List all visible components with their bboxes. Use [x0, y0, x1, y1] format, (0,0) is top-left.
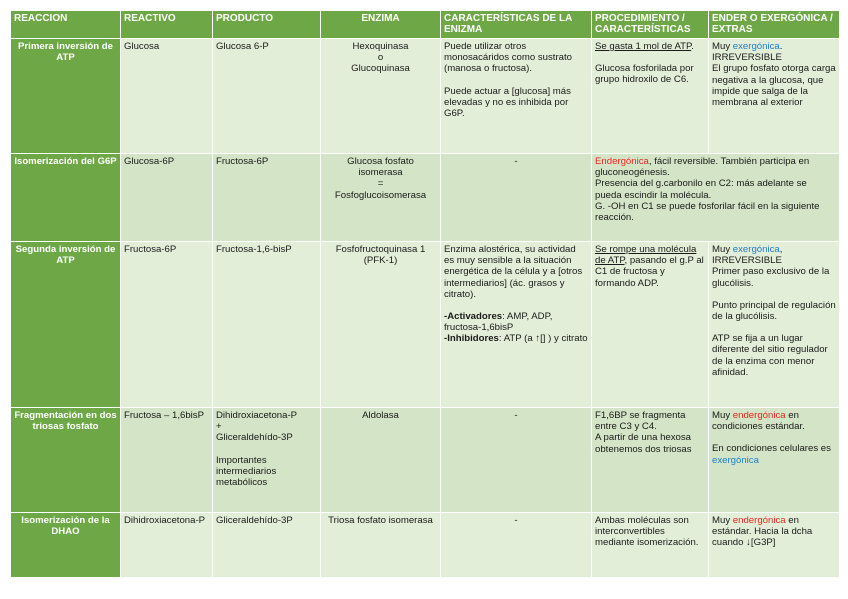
header-endergonica: ENDER O EXERGÓNICA / EXTRAS — [709, 11, 840, 39]
product-cell: Fructosa-6P — [213, 154, 321, 242]
energy-prefix: Muy — [712, 515, 733, 526]
merged-extras-cell — [592, 154, 840, 242]
enzyme-name: Glucoquinasa — [351, 63, 410, 75]
energy-text — [712, 41, 836, 52]
enzyme-characteristics-cell: - — [441, 154, 592, 242]
energy-text — [595, 156, 836, 178]
table-row — [11, 408, 840, 513]
reactant-cell: Glucosa — [121, 39, 213, 154]
extra-text: Primer paso exclusivo de la glucólisis. — [712, 266, 830, 289]
enzyme-characteristics-cell: - — [441, 408, 592, 513]
extra-text: Punto principal de regulación de la glucólisis. — [712, 299, 836, 323]
table-row — [11, 242, 840, 408]
procedure-text: F1,6BP se fragmenta entre C3 y C4. — [595, 410, 686, 433]
characteristic-text: Puede utilizar otros monosacáridos como sustrato (manosa o fructosa). — [444, 41, 572, 75]
energy-prefix: En condiciones celulares es — [712, 443, 831, 455]
extra-text: G. -OH en C1 se puede fosforilar fácil en la siguiente reacción. — [595, 200, 820, 224]
characteristic-text: Puede actuar a [glucosa] más elevadas y no es inhibida por G6P. — [444, 85, 571, 120]
header-row — [11, 11, 840, 39]
energy-prefix: Muy — [712, 410, 733, 421]
enzyme-name: Glucosa fosfato isomerasa — [347, 156, 414, 179]
activators-text — [444, 311, 588, 333]
extra-text: , fácil reversible. También participa en gluconeogénesis. — [595, 156, 810, 179]
procedure-text: Glucosa fosforilada por grupo hidroxilo de C6. — [595, 63, 694, 86]
product-name: Gliceraldehído-3P — [216, 432, 293, 444]
inhibitors-text — [444, 333, 588, 344]
enzyme-connector: o — [377, 52, 384, 64]
header-caracteristicas-enzima: CARACTERÍSTICAS DE LA ENIZMA — [441, 11, 592, 39]
activators-list: : AMP, ADP, fructosa-1,6bisP — [444, 311, 553, 334]
procedure-text — [595, 41, 705, 52]
procedure-cell — [592, 408, 709, 513]
activators-label: -Activadores — [444, 311, 503, 323]
exergonic-label: exergónica — [732, 41, 780, 52]
table-row — [11, 154, 840, 242]
characteristic-text: Enzima alostérica, su actividad es muy sensible a la situación energética de la célula y a [otros intermediarios] (ác. grasos y citrato). — [444, 244, 583, 300]
punctuation: . — [779, 41, 783, 52]
reaction-name: Isomerización de la DHAO — [11, 513, 121, 578]
procedure-cell — [592, 39, 709, 154]
procedure-text: A partir de una hexosa obtenemos dos triosas — [595, 432, 692, 455]
procedure-underlined: Se gasta 1 mol de ATP — [595, 41, 692, 52]
enzyme-name: Hexoquinasa — [352, 41, 409, 52]
energy-text — [712, 410, 836, 432]
procedure-underlined: Se rompe una molécula de ATP — [595, 244, 697, 267]
irreversible-label: IRREVERSIBLE — [712, 255, 782, 267]
header-procedimiento: PROCEDIMIENTO / CARACTERÍSTICAS — [592, 11, 709, 39]
extras-cell — [709, 408, 840, 513]
extras-cell — [709, 39, 840, 154]
enzyme-name: Fosfoglucoisomerasa — [334, 189, 427, 201]
punctuation: . — [691, 41, 694, 52]
reactant-cell: Dihidroxiacetona-P — [121, 513, 213, 578]
product-cell — [213, 408, 321, 513]
extra-text: Presencia del g.carbonilo en C2: más adelante se pueda escindir la molécula. — [595, 178, 807, 201]
enzyme-characteristics-cell — [441, 242, 592, 408]
procedure-cell — [592, 242, 709, 408]
exergonic-label: exergónica — [712, 454, 759, 466]
header-reaccion: REACCION — [11, 11, 121, 39]
reaction-name: Isomerización del G6P — [11, 154, 121, 242]
energy-prefix: Muy — [712, 41, 733, 52]
product-cell: Gliceraldehído-3P — [213, 513, 321, 578]
enzyme-cell — [321, 39, 441, 154]
enzyme-cell: Fosfofructoquinasa 1 (PFK-1) — [321, 242, 441, 408]
endergonic-label: endergónica — [732, 410, 786, 421]
inhibitors-label: -Inhibidores — [444, 333, 499, 345]
endergonic-label: endergónica — [732, 515, 786, 526]
energy-text — [712, 515, 836, 549]
energy-suffix: en estándar. Hacia la dcha cuando ↓[G3P] — [712, 515, 813, 549]
irreversible-label: IRREVERSIBLE — [712, 52, 782, 64]
header-producto: PRODUCTO — [213, 11, 321, 39]
glycolysis-table — [10, 10, 840, 578]
reaction-name: Segunda inversión de ATP — [11, 242, 121, 408]
energy-prefix: Muy — [712, 244, 733, 255]
header-enzima: ENZIMA — [321, 11, 441, 39]
procedure-cell: Ambas moléculas son interconvertibles mediante isomerización. — [592, 513, 709, 578]
reactant-cell: Glucosa-6P — [121, 154, 213, 242]
enzyme-connector: = — [377, 178, 384, 190]
extra-text: El grupo fosfato otorga carga negativa a la glucosa, que impide que salga de la membrana al exterior — [712, 63, 836, 109]
product-cell: Fructosa-1,6-bisP — [213, 242, 321, 408]
punctuation: , — [779, 244, 783, 255]
table-row — [11, 513, 840, 578]
enzyme-cell: Triosa fosfato isomerasa — [321, 513, 441, 578]
table-row — [11, 39, 840, 154]
endergonic-label: Endergónica — [595, 156, 649, 167]
energy-text — [712, 244, 836, 255]
reaction-name: Primera inversión de ATP — [11, 39, 121, 154]
enzyme-cell: Aldolasa — [321, 408, 441, 513]
reactant-cell: Fructosa – 1,6bisP — [121, 408, 213, 513]
product-name: Dihidroxiacetona-P — [216, 410, 298, 421]
procedure-rest: , pasando el g.P al C1 de fructosa y formando ADP. — [595, 255, 704, 289]
energy-suffix: en condiciones estándar. — [712, 410, 805, 433]
extras-cell — [709, 242, 840, 408]
header-reactivo: REACTIVO — [121, 11, 213, 39]
enzyme-characteristics-cell: - — [441, 513, 592, 578]
extra-text: ATP se fija a un lugar diferente del sitio regulador de la enzima con menor afinidad. — [712, 333, 828, 378]
product-note: Importantes intermediarios metabólicos — [216, 454, 277, 489]
extras-cell — [709, 513, 840, 578]
procedure-text — [595, 244, 705, 289]
enzyme-characteristics-cell — [441, 39, 592, 154]
exergonic-label: exergónica — [732, 244, 780, 255]
enzyme-cell — [321, 154, 441, 242]
reactant-cell: Fructosa-6P — [121, 242, 213, 408]
reaction-name: Fragmentación en dos triosas fosfato — [11, 408, 121, 513]
product-connector: + — [216, 421, 222, 433]
product-cell: Glucosa 6-P — [213, 39, 321, 154]
inhibitors-list: : ATP (a ↑[] ) y citrato — [498, 333, 588, 345]
energy-text — [712, 443, 836, 465]
